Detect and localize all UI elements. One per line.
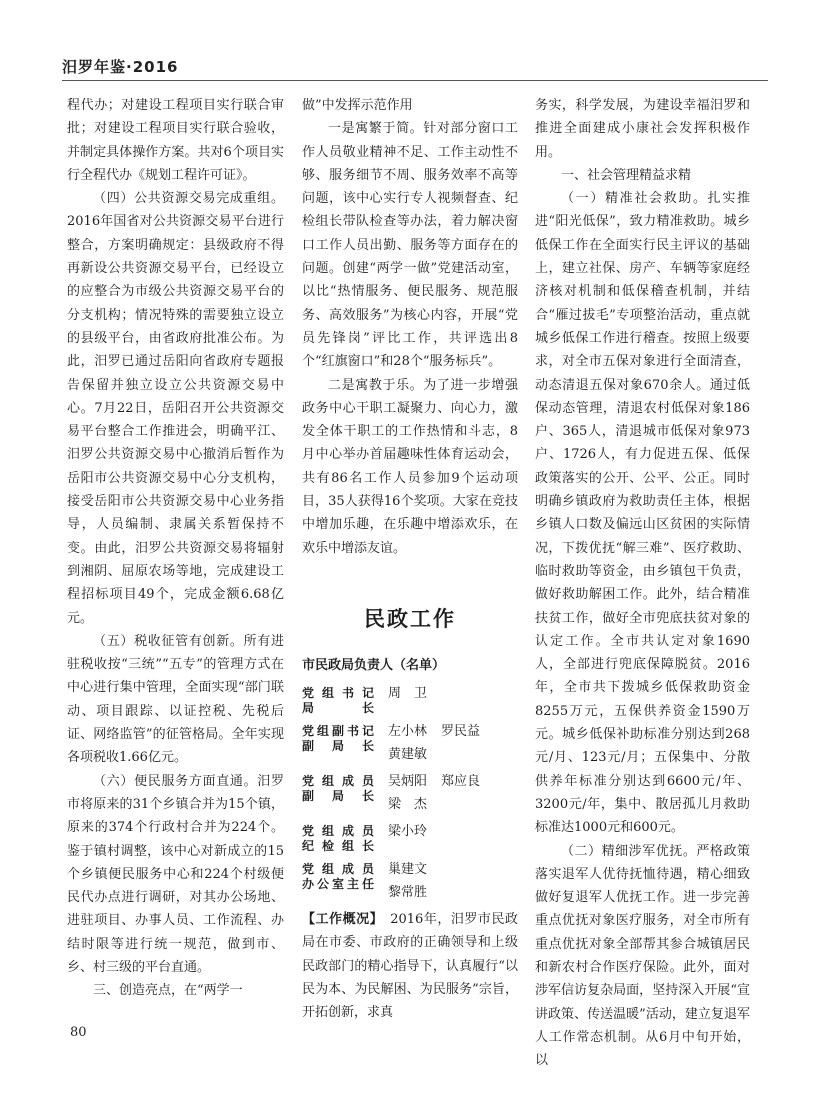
person-name: 郑应良 — [441, 773, 481, 789]
person-name: 左小林 — [388, 723, 428, 739]
overview-label: 【工作概况】 — [302, 911, 377, 927]
section-title: 民政工作 — [364, 606, 456, 631]
person-name: 巢建文 — [388, 861, 428, 877]
person-name: 周 卫 — [388, 685, 428, 701]
column-right — [535, 94, 750, 1072]
paragraph: （六）便民服务方面直通。汨罗市将原来的31个乡镇合并为15个镇，原来的374个行政村合并为224个。鉴于镇村调整，该中心对新成立的15个乡镇便民服务中心和224个村级便民代办点进行调研，对其办公场地、进驻项目、办事人员、工作流程、办结时限等进行统一规范，做到市、乡、村三级的平台直通。 — [67, 773, 284, 975]
paragraph: 一是寓繁于简。针对部分窗口工作人员敬业精神不足、工作主动性不够、服务细节不周、服务效率不高等问题，该中心实行专人视频督查、纪检组长带队检查等办法，着力解决窗口工作人员出勤、服务等方面存在的问题。创建“两学一做”党建活动室，以比“热情服务、便民服务、规范服务、高效服务”为核心内容，开展“党员先锋岗”评比工作，共评选出8个“红旗窗口”和28个“服务标兵”。 — [302, 121, 518, 370]
paragraph: 做”中发挥示范作用 — [302, 98, 413, 113]
roster-title: 市民政局负责人（名单） — [302, 657, 446, 673]
person-name: 梁 杰 — [388, 796, 428, 812]
paragraph: （四）公共资源交易完成重组。2016年国省对公共资源交易平台进行整合，方案明确规定：县级政府不得再新设公共资源交易平台，已经设立的应整合为市级公共资源交易平台的分支机构；情况特殊的需要独立设立的县级平台，由省政府批准公布。为此，汨罗已通过岳阳向省政府专题报告保留并独立设立公共资源交易中心。7月22日，岳阳召开公共资源交易平台整合工作推进会，明确平江、汨罗公共资源交易中心撤消后暂作为岳阳市公共资源交易中心分支机构，接受岳阳市公共资源交易中心业务指导，人员编制、隶属关系暂保持不变。由此，汨罗公共资源交易将辐射到湘阴、屈原农场等地，完成建设工程招标项目49个，完成金额6.68亿元。 — [67, 191, 284, 626]
roster-role: 党组成员 办公室主任 — [302, 861, 374, 891]
yearbook-header: 汨罗年鉴·2016 — [62, 58, 179, 76]
person-name: 罗民益 — [441, 723, 481, 739]
roster-names — [374, 720, 518, 766]
roster-row — [302, 820, 518, 854]
roster-row — [302, 770, 518, 816]
roster-row — [302, 720, 518, 766]
roster-role: 党组副书记 副局长 — [302, 723, 374, 753]
paragraph: 程代办；对建设工程项目实行联合审批；对建设工程项目实行联合验收，并制定具体操作方案。共对6个项目实行全程代办《规划工程许可证》。 — [67, 98, 284, 183]
roster-names — [374, 682, 518, 705]
person-name: 吴炳阳 — [388, 773, 428, 789]
page-number: 80 — [70, 1025, 87, 1040]
roster-row — [302, 682, 518, 716]
work-overview — [302, 908, 518, 1024]
roster-role: 党组成员 副局长 — [302, 773, 374, 803]
person-name: 梁小玲 — [388, 823, 428, 839]
paragraph: 三、创造亮点，在“两学一 — [93, 983, 243, 999]
person-name: 黄建敏 — [388, 746, 428, 762]
column-middle — [302, 94, 518, 1024]
roster-role: 党组书记 局长 — [302, 685, 374, 715]
header-rule — [62, 80, 768, 81]
paragraph: 二是寓教于乐。为了进一步增强政务中心干职工凝聚力、向心力，激发全体干职工的工作热情和斗志，8月中心举办首届趣味性体育运动会，共有86名工作人员参加9个运动项目，35人获得16个奖项。大家在竞技中增加乐趣，在乐趣中增添欢乐，在欢乐中增添友谊。 — [302, 377, 518, 556]
roster-row — [302, 858, 518, 904]
roster-names — [374, 858, 518, 904]
paragraph: 务实，科学发展，为建设幸福汨罗和推进全面建成小康社会发挥积极作用。 — [535, 98, 750, 160]
column-left — [67, 94, 284, 1003]
roster-names — [374, 770, 518, 816]
paragraph: （五）税收征管有创新。所有进驻税收按“三统”“五专”的管理方式在中心进行集中管理，全面实现“部门联动、项目跟踪、以证控税、先税后证、网络监管”的征管格局。全年实现各项税收1.66亿元。 — [67, 633, 284, 766]
paragraph: （一）精准社会救助。扎实推进“阳光低保”，致力精准救助。城乡低保工作在全面实行民主评议的基础上，建立社保、房产、车辆等家庭经济核对机制和低保稽查机制，并结合“雁过拔毛”专项整治活动，重点就城乡低保工作进行稽查。按照上级要求，对全市五保对象进行全面清查，动态清退五保对象670余人。通过低保动态管理，清退农村低保对象186户、365人，清退城市低保对象973户、1726人，有力促进五保、低保政策落实的公开、公平、公正。同时明确乡镇政府为救助责任主体，根据乡镇人口数及偏远山区贫困的实际情况，下拨优抚“解三难”、医疗救助、临时救助等资金，由乡镇包干负责，做好救助解困工作。此外，结合精准扶贫工作，做好全市兜底扶贫对象的认定工作。全市共认定对象1690人，全部进行兜底保障脱贫。2016年，全市共下拨城乡低保救助资金8255万元，五保供养资金1590万元。城乡低保补助标准分别达到268元/月、123元/月；五保集中、分散供养年标准分别达到6600元/年、3200元/年，集中、散居孤儿月救助标准达1000元和600元。 — [535, 191, 750, 836]
person-name: 黎常胜 — [388, 884, 428, 900]
roster-names — [374, 820, 518, 843]
paragraph: （二）精细涉军优抚。严格政策落实退军人优待抚恤待遇，精心细致做好复退军人优抚工作。进一步完善重点优抚对象医疗服务，对全市所有重点优抚对象全部帮其参合城镇居民和新农村合作医疗保险。此外，面对涉军信访复杂局面，坚持深入开展“宣讲政策、传送温暖”活动，建立复退军人工作常态机制。从6月中旬开始，以 — [535, 843, 750, 1069]
subheading: 一、社会管理精益求精 — [561, 167, 692, 183]
overview-text: 2016年，汨罗市民政局在市委、市政府的正确领导和上级民政部门的精心指导下，认真履行“以民为本、为民解困、为民服务”宗旨，开拓创新，求真 — [302, 911, 518, 1021]
roster-role: 党组成员 纪检组长 — [302, 823, 374, 853]
